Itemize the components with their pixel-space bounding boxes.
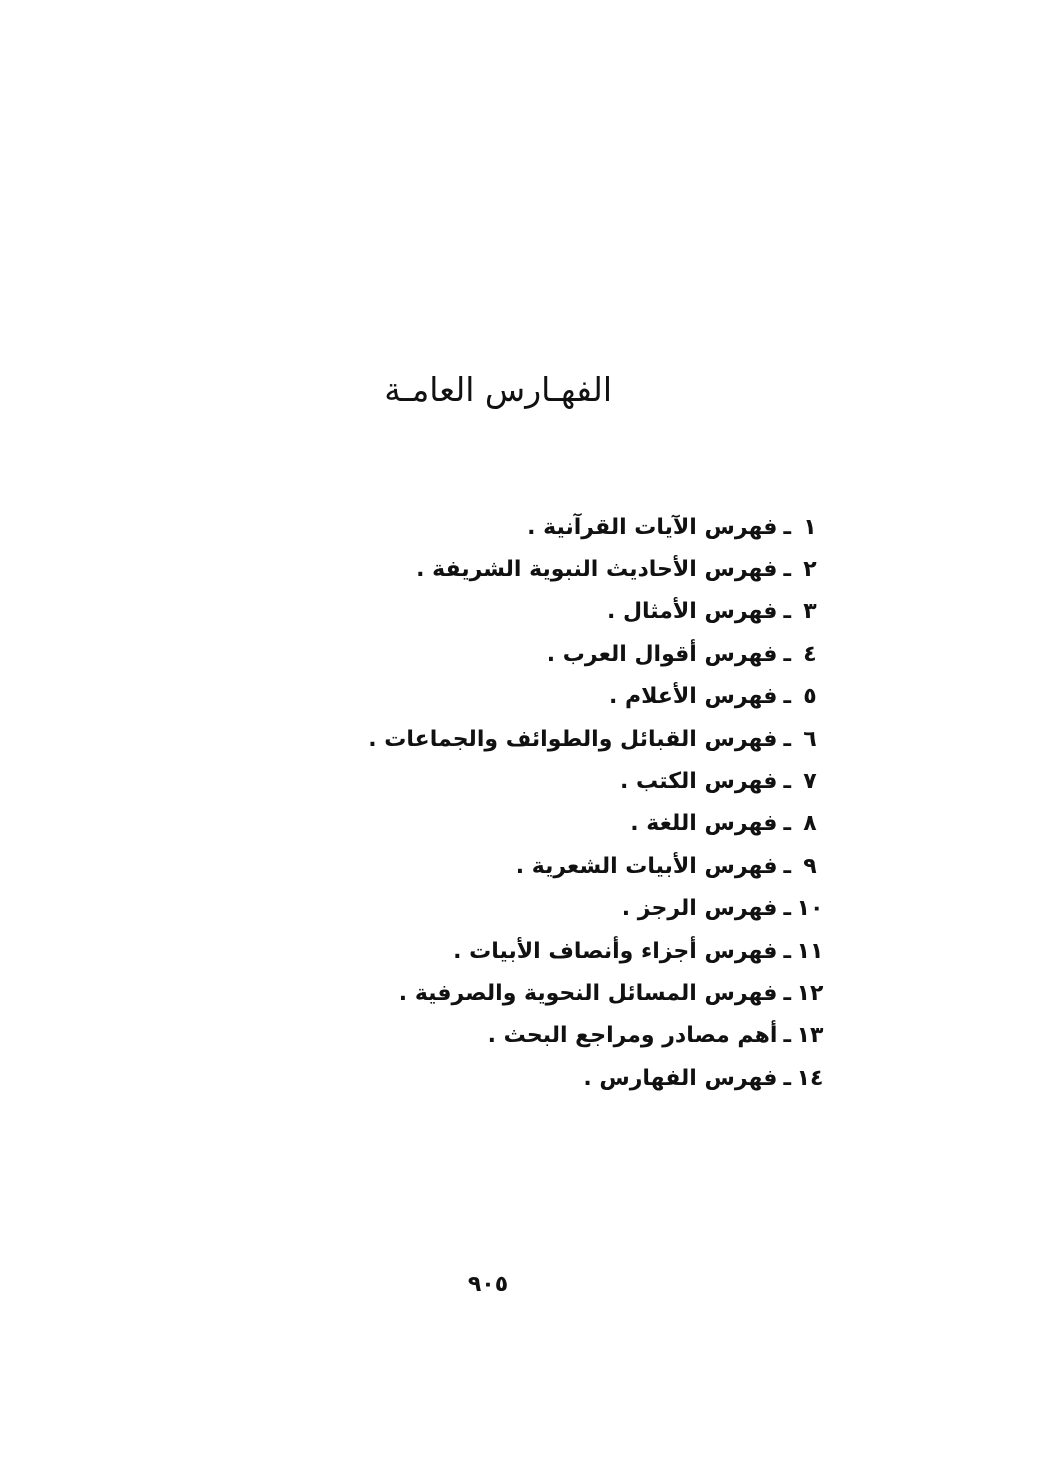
- index-item-number: ٣: [803, 599, 817, 625]
- index-item-dash: ـ: [783, 557, 791, 583]
- index-item: [300, 845, 825, 887]
- index-item-label: فهرس الآيات القرآنية .: [527, 514, 778, 540]
- index-item: [300, 930, 825, 972]
- index-item-number: ١: [803, 514, 817, 540]
- index-list: [300, 506, 825, 1099]
- index-item: [300, 676, 825, 718]
- page-number: ٩٠٥: [467, 1272, 509, 1297]
- index-item-number: ١٣: [796, 1023, 824, 1049]
- index-item-number: ١٠: [796, 896, 824, 922]
- index-item-dash: ـ: [783, 726, 791, 752]
- index-item-dash: ـ: [783, 980, 791, 1006]
- index-item-dash: ـ: [783, 514, 791, 540]
- index-item: [300, 506, 825, 548]
- index-item-label: فهرس الفهارس .: [583, 1065, 778, 1091]
- index-item: [300, 803, 825, 845]
- index-item-dash: ـ: [783, 769, 791, 795]
- index-item-dash: ـ: [783, 853, 791, 879]
- index-item-dash: ـ: [783, 599, 791, 625]
- index-item-number: ٢: [803, 557, 817, 583]
- index-item-dash: ـ: [783, 684, 791, 710]
- index-item-number: ٤: [803, 641, 817, 667]
- index-item-label: فهرس القبائل والطوائف والجماعات .: [368, 726, 778, 752]
- index-item-dash: ـ: [783, 811, 791, 837]
- index-item: [300, 888, 825, 930]
- index-item: [300, 760, 825, 802]
- index-item-dash: ـ: [783, 1023, 791, 1049]
- index-item-number: ٨: [803, 811, 817, 837]
- index-item-label: أهم مصادر ومراجع البحث .: [487, 1023, 778, 1049]
- index-item: [300, 1057, 825, 1099]
- index-item-dash: ـ: [783, 938, 791, 964]
- index-item-number: ٩: [803, 853, 817, 879]
- index-item-label: فهرس الأمثال .: [606, 599, 778, 625]
- index-item-number: ١٢: [796, 980, 824, 1006]
- index-item-number: ١١: [796, 938, 824, 964]
- page-title: الفهـارس العامـة: [384, 370, 612, 410]
- index-item-number: ١٤: [796, 1065, 824, 1091]
- index-item: [300, 972, 825, 1014]
- index-item: [300, 633, 825, 675]
- index-item-label: فهرس الأبيات الشعرية .: [515, 853, 778, 879]
- index-item-label: فهرس الكتب .: [619, 769, 778, 795]
- index-item-label: فهرس أقوال العرب .: [546, 641, 778, 667]
- index-item-label: فهرس اللغة .: [630, 811, 778, 837]
- index-item: [300, 1015, 825, 1057]
- index-item-number: ٦: [803, 726, 817, 752]
- index-item: [300, 591, 825, 633]
- index-item-number: ٥: [803, 684, 817, 710]
- index-item-label: فهرس الرجز .: [621, 896, 778, 922]
- index-item-number: ٧: [803, 769, 817, 795]
- index-item-label: فهرس الأعلام .: [609, 684, 778, 710]
- index-item-dash: ـ: [783, 896, 791, 922]
- index-item-label: فهرس أجزاء وأنصاف الأبيات .: [453, 938, 778, 964]
- index-item-label: فهرس الأحاديث النبوية الشريفة .: [416, 557, 778, 583]
- index-item-dash: ـ: [783, 641, 791, 667]
- index-item-dash: ـ: [783, 1065, 791, 1091]
- index-item: [300, 548, 825, 590]
- index-item-label: فهرس المسائل النحوية والصرفية .: [398, 980, 778, 1006]
- index-item: [300, 718, 825, 760]
